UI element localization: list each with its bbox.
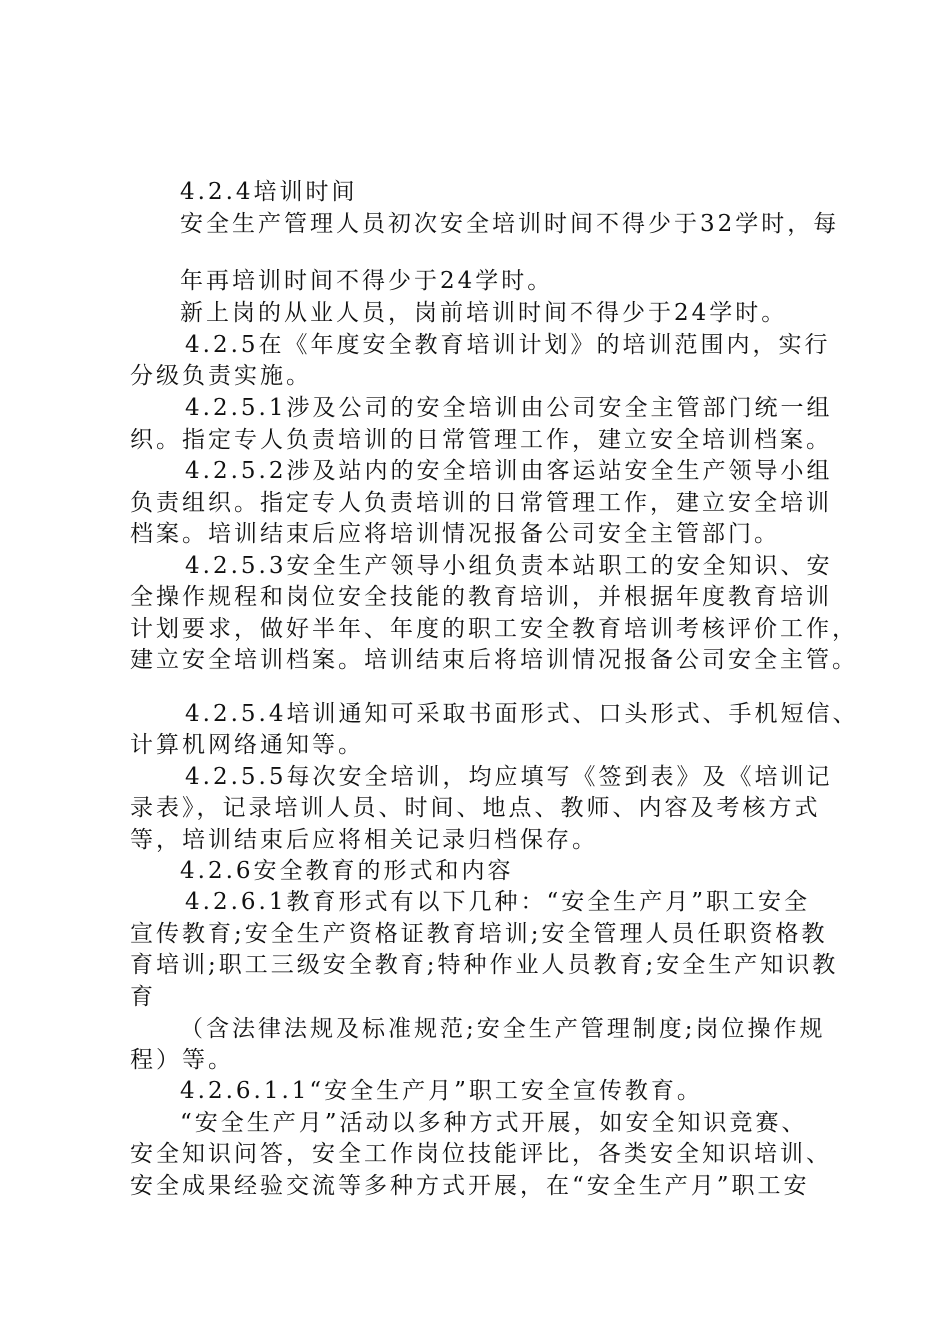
paragraph-line: 安全生产管理人员初次安全培训时间不得少于32学时，每 xyxy=(180,211,840,237)
paragraph-line: 负责组织。指定专人负责培训的日常管理工作，建立安全培训 xyxy=(130,490,832,516)
paragraph-line: 等，培训结束后应将相关记录归档保存。 xyxy=(130,827,598,853)
heading-4-2-6: 4.2.6安全教育的形式和内容 xyxy=(180,858,514,884)
paragraph-line: （含法律法规及标准规范;安全生产管理制度;岗位操作规 xyxy=(180,1016,826,1042)
paragraph-line: 分级负责实施。 xyxy=(130,363,312,389)
paragraph-line: 4.2.5在《年度安全教育培训计划》的培训范围内，实行 xyxy=(185,332,831,358)
paragraph-line: 建立安全培训档案。培训结束后将培训情况报备公司安全主管。 xyxy=(130,647,858,673)
paragraph-line: 4.2.5.4培训通知可采取书面形式、口头形式、手机短信、 xyxy=(185,701,859,727)
heading-4-2-6-1-1: 4.2.6.1.1“安全生产月”职工安全宣传教育。 xyxy=(180,1078,703,1104)
paragraph-line: 录表》，记录培训人员、时间、地点、教师、内容及考核方式 xyxy=(130,795,821,821)
paragraph-line: 安全知识问答，安全工作岗位技能评比，各类安全知识培训、 xyxy=(130,1141,832,1167)
paragraph-line: 计算机网络通知等。 xyxy=(130,732,364,758)
paragraph-line: 织。指定专人负责培训的日常管理工作，建立安全培训档案。 xyxy=(130,427,832,453)
paragraph-line: 4.2.5.1涉及公司的安全培训由公司安全主管部门统一组 xyxy=(185,395,833,421)
paragraph-line: 安全成果经验交流等多种方式开展，在“安全生产月”职工安 xyxy=(130,1173,810,1199)
paragraph-line: “安全生产月”活动以多种方式开展，如安全知识竞赛、 xyxy=(180,1110,808,1136)
paragraph-line: 4.2.5.5每次安全培训，均应填写《签到表》及《培训记 xyxy=(185,764,833,790)
paragraph-line: 档案。培训结束后应将培训情况报备公司安全主管部门。 xyxy=(130,521,780,547)
paragraph-line: 计划要求，做好半年、年度的职工安全教育培训考核评价工作， xyxy=(130,616,858,642)
paragraph-line: 4.2.5.2涉及站内的安全培训由客运站安全生产领导小组 xyxy=(185,458,833,484)
paragraph-line: 4.2.6.1教育形式有以下几种：“安全生产月”职工安全 xyxy=(185,889,810,915)
paragraph-line: 育培训;职工三级安全教育;特种作业人员教育;安全生产知识教 xyxy=(130,952,839,978)
paragraph-line: 育 xyxy=(130,984,156,1010)
paragraph-line: 程）等。 xyxy=(130,1047,234,1073)
paragraph-line: 全操作规程和岗位安全技能的教育培训，并根据年度教育培训 xyxy=(130,584,832,610)
paragraph-line: 4.2.5.3安全生产领导小组负责本站职工的安全知识、安 xyxy=(185,553,833,579)
paragraph-line: 年再培训时间不得少于24学时。 xyxy=(180,268,554,294)
paragraph-line: 宣传教育;安全生产资格证教育培训;安全管理人员任职资格教 xyxy=(130,921,828,947)
paragraph-line: 新上岗的从业人员，岗前培训时间不得少于24学时。 xyxy=(180,300,788,326)
heading-4-2-4: 4.2.4培训时间 xyxy=(180,179,358,205)
